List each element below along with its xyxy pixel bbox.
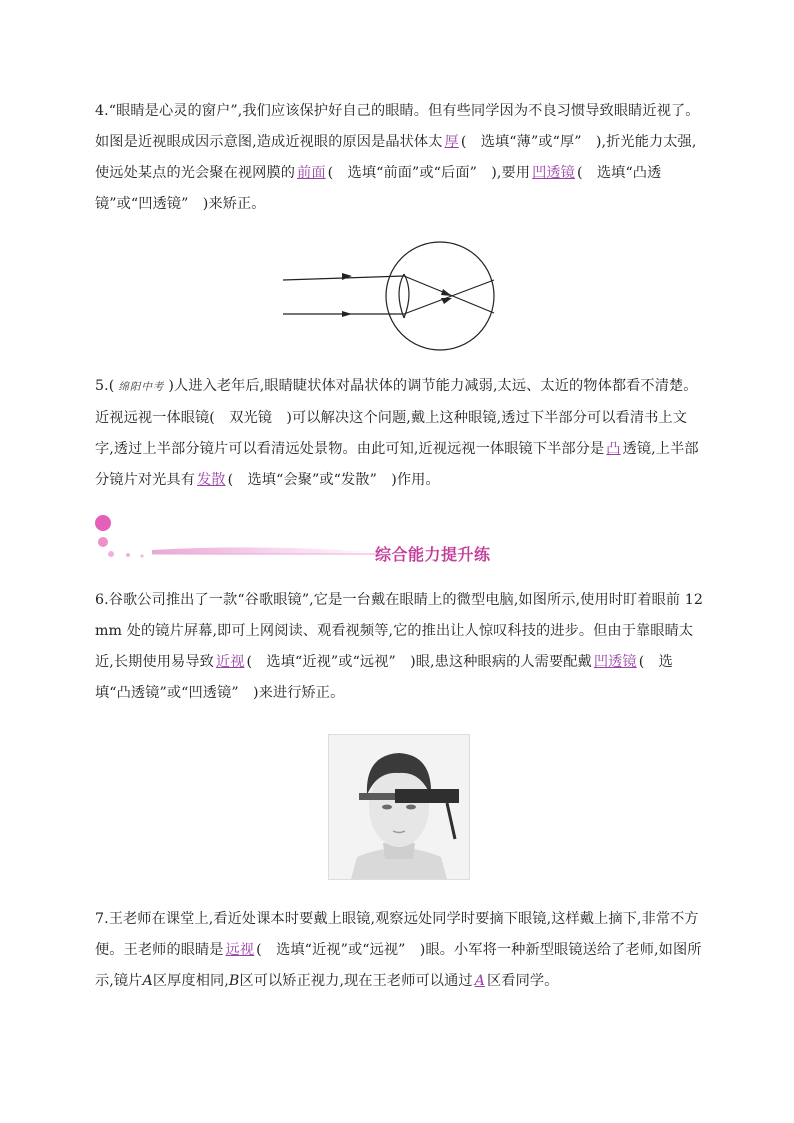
q4-answer-2: 前面 xyxy=(297,165,326,181)
q7-text-3: 区厚度相同, xyxy=(152,973,229,989)
dot-tiny-2 xyxy=(141,555,144,558)
refracted-ray-lower xyxy=(404,280,494,314)
question-4 xyxy=(95,96,705,220)
dot-small xyxy=(108,551,114,557)
q7-lens-b-label: B xyxy=(228,973,240,989)
dot-large xyxy=(95,515,111,531)
q6-text-2: ( 选填“近视”或“远视” )眼,患这种眼病的人需要配戴 xyxy=(246,654,592,670)
myopia-eye-diagram xyxy=(280,240,520,352)
q4-answer-3: 凹透镜 xyxy=(532,165,575,181)
question-6 xyxy=(95,585,705,709)
q4-answer-1: 厚 xyxy=(444,134,459,150)
q5-text-1: 5.( xyxy=(95,378,115,394)
section-header xyxy=(92,510,712,566)
q5-answer-1: 凸 xyxy=(606,441,621,457)
q5-answer-2: 发散 xyxy=(197,472,226,488)
q4-text-1: 4.“眼睛是心灵的窗户”,我们应该保护好自己的眼睛。但有些同学因为不良习惯导致眼睛近视了。如图是近视眼成因示意图,造成近视眼的原因是晶状体太 xyxy=(95,103,700,150)
arrow-lower-1 xyxy=(342,311,352,317)
q6-text-1: 6.谷歌公司推出了一款“谷歌眼镜”,它是一台戴在眼睛上的微型电脑,如图所示,使用时盯着眼前 12 mm 处的镜片屏幕,即可上网阅读、观看视频等,它的推出让人惊叹科技的进步。但由于靠眼睛太近,长期使用易导致 xyxy=(95,592,704,670)
dot-medium xyxy=(98,537,108,547)
person-wearing-glasses-illustration xyxy=(329,735,469,879)
glass-device xyxy=(395,789,459,803)
section-decoration xyxy=(92,510,382,566)
question-5 xyxy=(95,371,705,496)
google-glass-photo xyxy=(328,734,470,880)
eye-right xyxy=(406,805,416,810)
q5-source-tag: 绵阳中考 xyxy=(118,381,165,393)
q7-text-5: 区看同学。 xyxy=(487,973,559,989)
dot-tiny-1 xyxy=(126,553,130,557)
q5-text-3: 透镜,上半部分镜片对光具有 xyxy=(95,441,699,488)
q6-text-3: ( 选填“凸透镜”或“凹透镜” )来进行矫正。 xyxy=(95,654,673,701)
q4-text-3: ( 选填“前面”或“后面” ),要用 xyxy=(327,165,531,181)
q5-text-2: )人进入老年后,眼睛睫状体对晶状体的调节能力减弱,太远、太近的物体都看不清楚。近视远视一体眼镜( 双光镜 )可以解决这个问题,戴上这种眼镜,透过下半部分可以看清书上文字,透过上半部分镜片可以看清远处景物。由此可知,近视远视一体眼镜下半部分是 xyxy=(95,378,698,457)
q7-text-2: ( 选填“近视”或“远视” )眼。小军将一种新型眼镜送给了老师,如图所示,镜片 xyxy=(95,942,702,989)
glasses-frame xyxy=(359,793,399,800)
question-7 xyxy=(95,904,705,997)
q5-text-4: ( 选填“会聚”或“发散” )作用。 xyxy=(227,472,440,488)
q4-text-4: ( 选填“凸透镜”或“凹透镜” )来矫正。 xyxy=(95,165,662,212)
arrow-lower-2 xyxy=(441,298,452,304)
eyeball-outline xyxy=(386,242,494,350)
q7-text-1: 7.王老师在课堂上,看近处课本时要戴上眼镜,观察远处同学时要摘下眼镜,这样戴上摘下,非常不方便。王老师的眼睛是 xyxy=(95,911,699,958)
eye-left xyxy=(382,805,392,810)
q7-lens-a-label: A xyxy=(142,973,153,989)
lens-front-curve xyxy=(399,274,404,318)
arrow-upper-1 xyxy=(342,273,352,280)
q7-text-4: 区可以矫正视力,现在王老师可以通过 xyxy=(239,973,473,989)
arrow-upper-2 xyxy=(441,289,452,296)
section-title: 综合能力提升练 xyxy=(375,545,491,564)
q6-answer-2: 凹透镜 xyxy=(593,654,637,670)
q7-answer-1: 远视 xyxy=(225,942,255,958)
q4-text-2: ( 选填“薄”或“厚” ),折光能力太强,使远处某点的光会聚在视网膜的 xyxy=(95,134,697,181)
q6-answer-1: 近视 xyxy=(215,654,245,670)
lens-back-curve xyxy=(404,274,409,318)
q7-answer-2: A xyxy=(474,973,486,989)
